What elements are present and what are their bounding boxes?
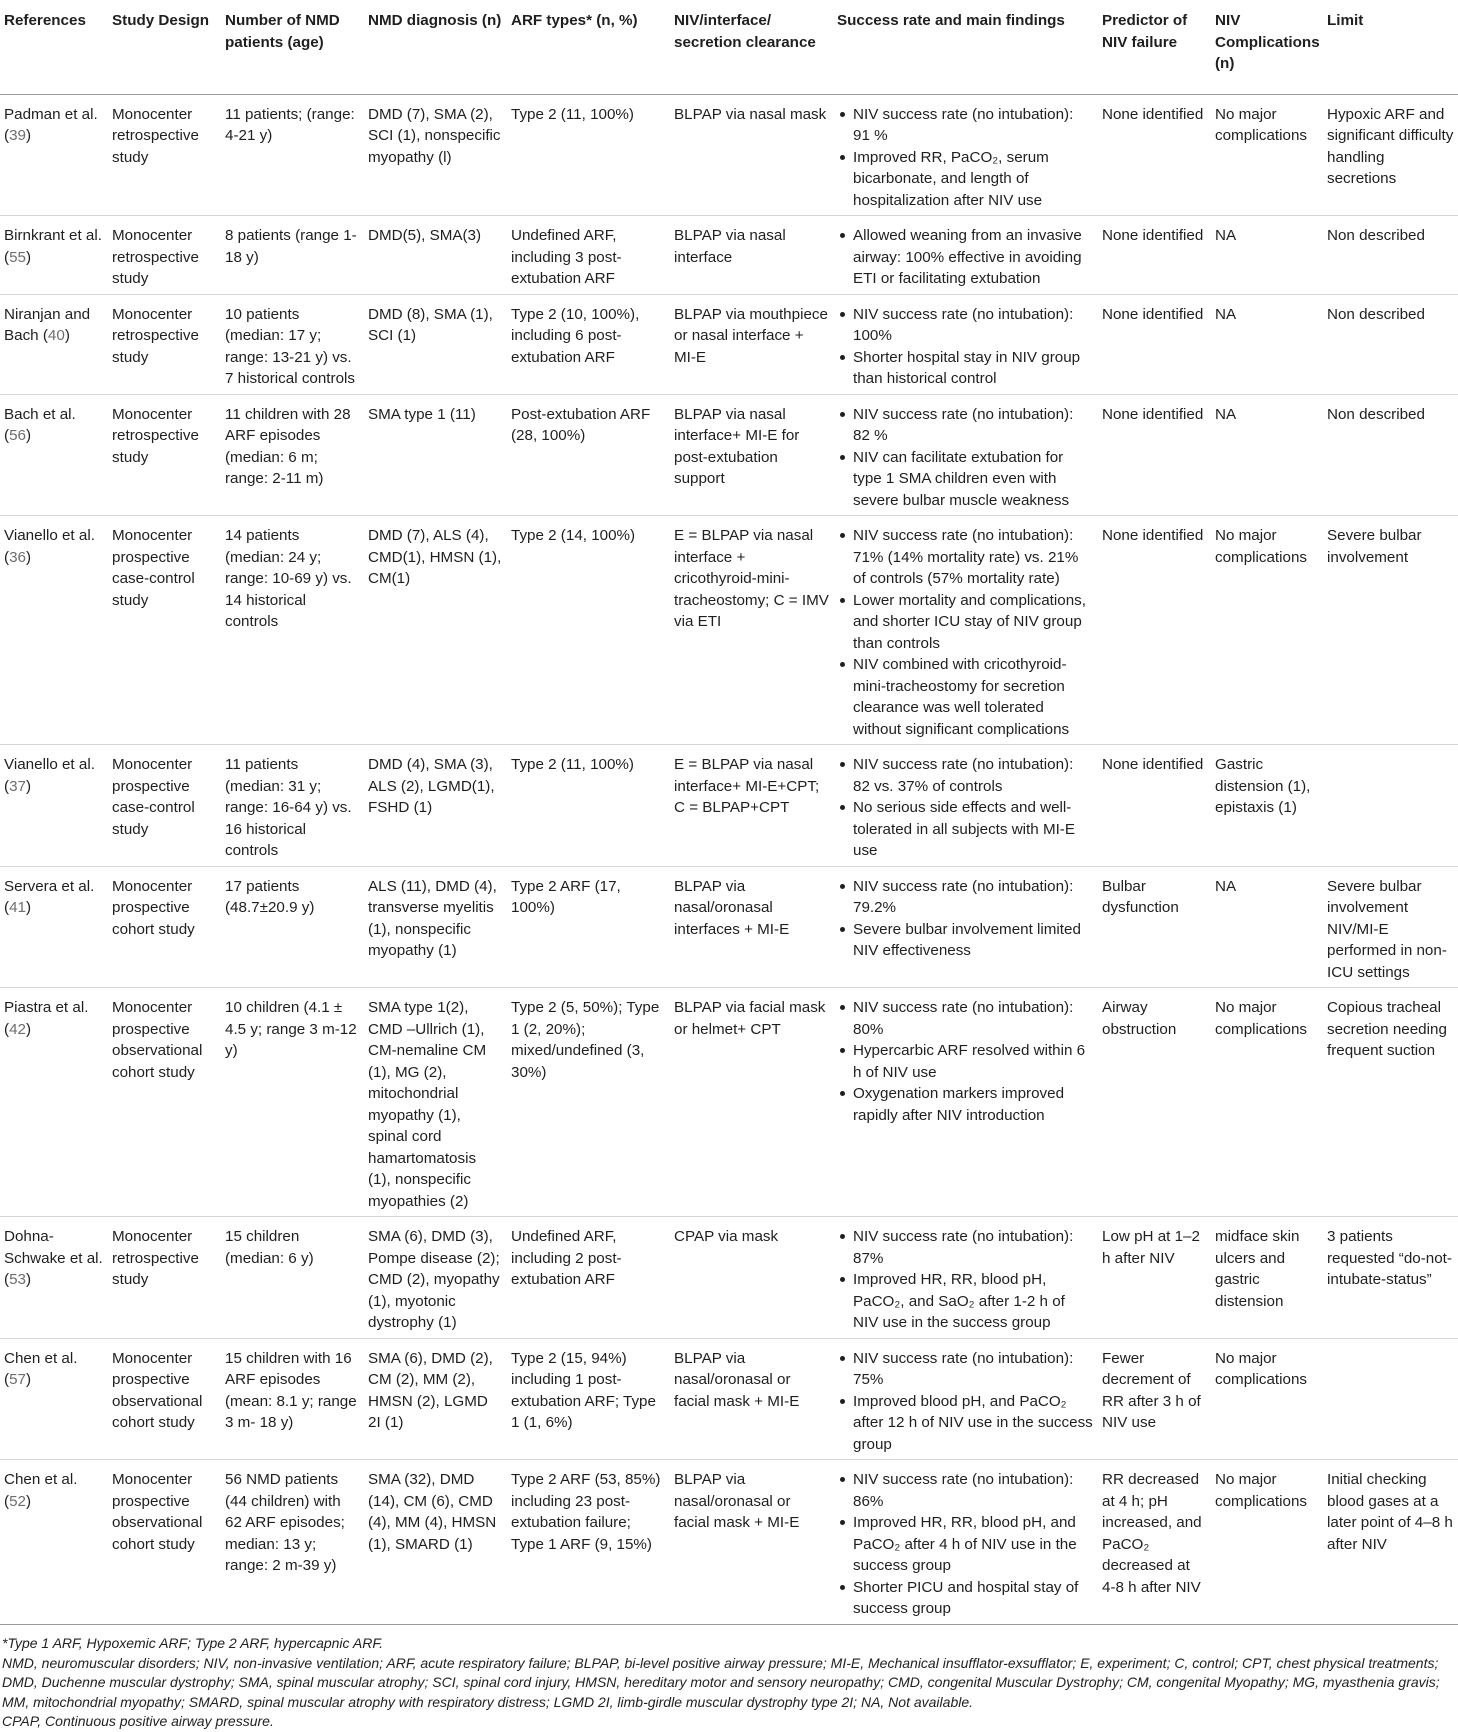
findings-list — [837, 104, 1094, 212]
findings-list — [837, 754, 1094, 862]
findings-list — [837, 1348, 1094, 1456]
findings-list — [837, 525, 1094, 740]
cell-success-findings — [833, 516, 1098, 745]
table-header-row — [0, 0, 1458, 94]
finding-item: NIV success rate (no intubation): 71% (14% mortality rate) vs. 21% of controls (57% mortality rate) — [837, 525, 1094, 590]
cell-complications: NA — [1211, 394, 1323, 516]
cell-diagnosis: SMA (32), DMD (14), CM (6), CMD (4), MM (4), HMSN (1), SMARD (1) — [364, 1460, 507, 1625]
cell-niv-interface: BLPAP via nasal/oronasal or facial mask + MI-E — [670, 1460, 833, 1625]
reference-author: Vianello et al. — [4, 527, 95, 544]
cell-limit: Severe bulbar involvement NIV/MI-E performed in non-ICU settings — [1323, 866, 1458, 988]
finding-item: Improved RR, PaCO₂, serum bicarbonate, and length of hospitalization after NIV use — [837, 147, 1094, 212]
table-row — [0, 94, 1458, 216]
cell-diagnosis: DMD(5), SMA(3) — [364, 216, 507, 295]
cell-arf-types: Type 2 ARF (17, 100%) — [507, 866, 670, 988]
finding-item: NIV success rate (no intubation): 75% — [837, 1348, 1094, 1391]
cell-diagnosis: SMA type 1(2), CMD –Ullrich (1), CM-nemaline CM (1), MG (2), mitochondrial myopathy (1), spinal cord hamartomatosis (1), nonspecific myopathies (2) — [364, 988, 507, 1217]
cell-niv-interface: BLPAP via facial mask or helmet+ CPT — [670, 988, 833, 1217]
cell-limit: Initial checking blood gases at a later point of 4–8 h after NIV — [1323, 1460, 1458, 1625]
reference-author: Birnkrant et al. — [4, 227, 102, 244]
reference-author: Vianello et al. — [4, 756, 95, 773]
cell-reference: Bach et al. (56) — [0, 394, 108, 516]
cell-predictor: Airway obstruction — [1098, 988, 1211, 1217]
finding-item: NIV success rate (no intubation): 87% — [837, 1226, 1094, 1269]
cell-patients: 15 children (median: 6 y) — [221, 1217, 364, 1339]
cell-study-design: Monocenter retrospective study — [108, 216, 221, 295]
cell-success-findings — [833, 394, 1098, 516]
footnote-cpap: CPAP, Continuous positive airway pressure. — [2, 1713, 274, 1729]
finding-item: Improved blood pH, and PaCO₂ after 12 h of NIV use in the success group — [837, 1391, 1094, 1456]
col-header-patients: Number of NMD patients (age) — [221, 0, 364, 94]
col-header-niv-interface: NIV/interface/ secretion clearance — [670, 0, 833, 94]
col-header-diagnosis: NMD diagnosis (n) — [364, 0, 507, 94]
table-row — [0, 1217, 1458, 1339]
col-header-predictor: Predictor of NIV failure — [1098, 0, 1211, 94]
finding-item: Improved HR, RR, blood pH, and PaCO₂ after 4 h of NIV use in the success group — [837, 1512, 1094, 1577]
reference-number-link[interactable]: 41 — [9, 899, 26, 916]
finding-item: Lower mortality and complications, and shorter ICU stay of NIV group than controls — [837, 590, 1094, 655]
col-header-arf-types: ARF types* (n, %) — [507, 0, 670, 94]
table-row — [0, 745, 1458, 867]
finding-item: NIV success rate (no intubation): 100% — [837, 304, 1094, 347]
finding-item: NIV success rate (no intubation): 86% — [837, 1469, 1094, 1512]
cell-patients: 10 children (4.1 ± 4.5 y; range 3 m-12 y) — [221, 988, 364, 1217]
cell-diagnosis: SMA (6), DMD (3), Pompe disease (2); CMD (2), myopathy (1), myotonic dystrophy (1) — [364, 1217, 507, 1339]
finding-item: NIV success rate (no intubation): 82 % — [837, 404, 1094, 447]
cell-study-design: Monocenter prospective observational cohort study — [108, 1338, 221, 1460]
cell-patients: 11 patients (median: 31 y; range: 16-64 y) vs. 16 historical controls — [221, 745, 364, 867]
findings-list — [837, 304, 1094, 390]
cell-study-design: Monocenter retrospective study — [108, 1217, 221, 1339]
cell-arf-types: Type 2 (11, 100%) — [507, 94, 670, 216]
cell-limit: Severe bulbar involvement — [1323, 516, 1458, 745]
col-header-success-findings: Success rate and main findings — [833, 0, 1098, 94]
cell-predictor: None identified — [1098, 745, 1211, 867]
cell-complications: No major complications — [1211, 516, 1323, 745]
cell-predictor: None identified — [1098, 94, 1211, 216]
cell-study-design: Monocenter retrospective study — [108, 394, 221, 516]
finding-item: Severe bulbar involvement limited NIV effectiveness — [837, 919, 1094, 962]
reference-number-link[interactable]: 52 — [9, 1492, 26, 1510]
cell-study-design: Monocenter prospective observational cohort study — [108, 988, 221, 1217]
finding-item: Allowed weaning from an invasive airway: 100% effective in avoiding ETI or facilitating extubation — [837, 225, 1094, 290]
cell-study-design: Monocenter prospective case-control study — [108, 516, 221, 745]
finding-item: Hypercarbic ARF resolved within 6 h of NIV use — [837, 1040, 1094, 1083]
cell-complications: NA — [1211, 294, 1323, 394]
cell-reference: Piastra et al. (42) — [0, 988, 108, 1217]
cell-arf-types: Type 2 (5, 50%); Type 1 (2, 20%); mixed/undefined (3, 30%) — [507, 988, 670, 1217]
cell-reference: Vianello et al. (36) — [0, 516, 108, 745]
cell-patients: 17 patients (48.7±20.9 y) — [221, 866, 364, 988]
finding-item: NIV success rate (no intubation): 91 % — [837, 104, 1094, 147]
table-row — [0, 216, 1458, 295]
reference-number-link[interactable]: 56 — [9, 427, 26, 444]
cell-predictor: Low pH at 1–2 h after NIV — [1098, 1217, 1211, 1339]
finding-item: NIV success rate (no intubation): 80% — [837, 997, 1094, 1040]
cell-patients: 56 NMD patients (44 children) with 62 ARF episodes; median: 13 y; range: 2 m-39 y) — [221, 1460, 364, 1625]
findings-list — [837, 404, 1094, 512]
cell-predictor: None identified — [1098, 516, 1211, 745]
cell-patients: 11 children with 28 ARF episodes (median: 6 m; range: 2-11 m) — [221, 394, 364, 516]
cell-reference: Servera et al. (41) — [0, 866, 108, 988]
reference-author: Bach et al. — [4, 405, 76, 423]
finding-item: NIV combined with cricothyroid-mini-tracheostomy for secretion clearance was well tolerated without significant complications — [837, 654, 1094, 740]
cell-predictor: RR decreased at 4 h; pH increased, and PaCO₂ decreased at 4-8 h after NIV — [1098, 1460, 1211, 1625]
cell-diagnosis: DMD (7), ALS (4), CMD(1), HMSN (1), CM(1) — [364, 516, 507, 745]
cell-complications: Gastric distension (1), epistaxis (1) — [1211, 745, 1323, 867]
table-footnotes — [2, 1634, 1452, 1732]
cell-patients: 15 children with 16 ARF episodes (mean: 8.1 y; range 3 m- 18 y) — [221, 1338, 364, 1460]
cell-complications: No major complications — [1211, 988, 1323, 1217]
col-header-complications: NIV Complications (n) — [1211, 0, 1323, 94]
cell-complications: NA — [1211, 216, 1323, 295]
cell-study-design: Monocenter prospective observational cohort study — [108, 1460, 221, 1625]
reference-author: Chen et al. — [4, 1349, 78, 1367]
cell-predictor: None identified — [1098, 294, 1211, 394]
cell-arf-types: Undefined ARF, including 2 post-extubation ARF — [507, 1217, 670, 1339]
reference-number-link[interactable]: 36 — [9, 548, 26, 566]
cell-limit — [1323, 745, 1458, 867]
cell-patients: 11 patients; (range: 4-21 y) — [221, 94, 364, 216]
col-header-limit: Limit — [1323, 0, 1458, 94]
table-row — [0, 1460, 1458, 1625]
finding-item: NIV can facilitate extubation for type 1 SMA children even with severe bulbar muscle weakness — [837, 447, 1094, 512]
finding-item: NIV success rate (no intubation): 82 vs. 37% of controls — [837, 754, 1094, 797]
cell-diagnosis: SMA (6), DMD (2), CM (2), MM (2), HMSN (2), LGMD 2I (1) — [364, 1338, 507, 1460]
cell-success-findings — [833, 94, 1098, 216]
table-row — [0, 988, 1458, 1217]
reference-author: Dohna-Schwake et al. — [4, 1228, 103, 1267]
reference-number-link[interactable]: 55 — [9, 248, 26, 266]
cell-reference: Padman et al. (39) — [0, 94, 108, 216]
cell-niv-interface: E = BLPAP via nasal interface + cricothyroid-mini-tracheostomy; C = IMV via ETI — [670, 516, 833, 745]
cell-reference: Chen et al. (52) — [0, 1460, 108, 1625]
reference-number-link[interactable]: 57 — [9, 1371, 26, 1388]
cell-predictor: None identified — [1098, 216, 1211, 295]
cell-success-findings — [833, 866, 1098, 988]
cell-arf-types: Post-extubation ARF (28, 100%) — [507, 394, 670, 516]
cell-patients: 10 patients (median: 17 y; range: 13-21 y) vs. 7 historical controls — [221, 294, 364, 394]
finding-item: NIV success rate (no intubation): 79.2% — [837, 876, 1094, 919]
cell-diagnosis: DMD (7), SMA (2), SCI (1), nonspecific myopathy (l) — [364, 94, 507, 216]
cell-success-findings — [833, 1217, 1098, 1339]
cell-reference: Dohna-Schwake et al. (53) — [0, 1217, 108, 1339]
cell-success-findings — [833, 1338, 1098, 1460]
table-row — [0, 394, 1458, 516]
cell-patients: 14 patients (median: 24 y; range: 10-69 y) vs. 14 historical controls — [221, 516, 364, 745]
cell-study-design: Monocenter prospective cohort study — [108, 866, 221, 988]
cell-success-findings — [833, 745, 1098, 867]
table-row — [0, 1338, 1458, 1460]
cell-arf-types: Type 2 (15, 94%) including 1 post-extubation ARF; Type 1 (1, 6%) — [507, 1338, 670, 1460]
findings-list — [837, 876, 1094, 962]
findings-list — [837, 997, 1094, 1126]
cell-study-design: Monocenter retrospective study — [108, 94, 221, 216]
cell-niv-interface: BLPAP via nasal interface — [670, 216, 833, 295]
cell-niv-interface: BLPAP via nasal/oronasal interfaces + MI-E — [670, 866, 833, 988]
cell-reference: Niranjan and Bach (40) — [0, 294, 108, 394]
cell-diagnosis: ALS (11), DMD (4), transverse myelitis (1), nonspecific myopathy (1) — [364, 866, 507, 988]
cell-complications: No major complications — [1211, 94, 1323, 216]
cell-diagnosis: DMD (8), SMA (1), SCI (1) — [364, 294, 507, 394]
reference-author: Servera et al. — [4, 877, 95, 895]
cell-limit: Copious tracheal secretion needing frequent suction — [1323, 988, 1458, 1217]
cell-arf-types: Type 2 (10, 100%), including 6 post-extubation ARF — [507, 294, 670, 394]
footnote-abbreviations: NMD, neuromuscular disorders; NIV, non-invasive ventilation; ARF, acute respiratory failure; BLPAP, bi-level positive airway pressure; MI-E, Mechanical insufflator-exsufflator; E, experiment; C, control; CPT, chest physical treatments; DMD, Duchenne muscular dystrophy; SMA, spinal muscular atrophy; SCI, spinal cord injury, HMSN, hereditary motor and sensory neuropathy; CMD, congenital Muscular Dystrophy; CM, congenital Myopathy; MG, myasthenia gravis; MM, mitochondrial myopathy; SMARD, spinal muscular atrophy with respiratory distress; LGMD 2I, limb-girdle muscular dystrophy type 2I; NA, Not available. — [2, 1654, 1440, 1710]
cell-arf-types: Undefined ARF, including 3 post-extubation ARF — [507, 216, 670, 295]
cell-limit: Hypoxic ARF and significant difficulty handling secretions — [1323, 94, 1458, 216]
findings-list — [837, 1469, 1094, 1620]
table-body — [0, 94, 1458, 1624]
cell-predictor: Fewer decrement of RR after 3 h of NIV use — [1098, 1338, 1211, 1460]
cell-reference: Vianello et al. (37) — [0, 745, 108, 867]
reference-author: Piastra et al. — [4, 999, 89, 1016]
cell-success-findings — [833, 294, 1098, 394]
cell-arf-types: Type 2 ARF (53, 85%) including 23 post-extubation failure; Type 1 ARF (9, 15%) — [507, 1460, 670, 1625]
cell-arf-types: Type 2 (14, 100%) — [507, 516, 670, 745]
findings-list — [837, 1226, 1094, 1334]
reference-number-link[interactable]: 42 — [9, 1020, 26, 1038]
cell-limit: 3 patients requested “do-not-intubate-status” — [1323, 1217, 1458, 1339]
cell-niv-interface: BLPAP via mouthpiece or nasal interface + MI-E — [670, 294, 833, 394]
cell-niv-interface: BLPAP via nasal/oronasal or facial mask + MI-E — [670, 1338, 833, 1460]
reference-author: Chen et al. — [4, 1471, 78, 1488]
cell-limit: Non described — [1323, 294, 1458, 394]
finding-item: Shorter hospital stay in NIV group than historical control — [837, 347, 1094, 390]
cell-niv-interface: BLPAP via nasal mask — [670, 94, 833, 216]
finding-item: Improved HR, RR, blood pH, PaCO₂, and SaO₂ after 1-2 h of NIV use in the success group — [837, 1269, 1094, 1334]
col-header-references: References — [0, 0, 108, 94]
footnote-arf-types: *Type 1 ARF, Hypoxemic ARF; Type 2 ARF, hypercapnic ARF. — [2, 1635, 383, 1651]
reference-number-link[interactable]: 39 — [9, 127, 26, 144]
reference-author: Niranjan and Bach — [4, 305, 91, 344]
table-row — [0, 516, 1458, 745]
cell-complications: midface skin ulcers and gastric distension — [1211, 1217, 1323, 1339]
cell-limit: Non described — [1323, 216, 1458, 295]
cell-study-design: Monocenter retrospective study — [108, 294, 221, 394]
cell-complications: No major complications — [1211, 1338, 1323, 1460]
cell-patients: 8 patients (range 1-18 y) — [221, 216, 364, 295]
cell-success-findings — [833, 216, 1098, 295]
cell-diagnosis: DMD (4), SMA (3), ALS (2), LGMD(1), FSHD (1) — [364, 745, 507, 867]
cell-diagnosis: SMA type 1 (11) — [364, 394, 507, 516]
cell-niv-interface: E = BLPAP via nasal interface+ MI-E+CPT; C = BLPAP+CPT — [670, 745, 833, 867]
cell-limit: Non described — [1323, 394, 1458, 516]
cell-success-findings — [833, 988, 1098, 1217]
table-row — [0, 866, 1458, 988]
cell-complications: No major complications — [1211, 1460, 1323, 1625]
finding-item: Oxygenation markers improved rapidly after NIV introduction — [837, 1083, 1094, 1126]
col-header-study-design: Study Design — [108, 0, 221, 94]
cell-limit — [1323, 1338, 1458, 1460]
cell-niv-interface: CPAP via mask — [670, 1217, 833, 1339]
table-row — [0, 294, 1458, 394]
cell-success-findings — [833, 1460, 1098, 1625]
cell-arf-types: Type 2 (11, 100%) — [507, 745, 670, 867]
reference-number-link[interactable]: 37 — [9, 777, 26, 795]
reference-number-link[interactable]: 53 — [9, 1271, 26, 1288]
cell-reference: Birnkrant et al. (55) — [0, 216, 108, 295]
cell-study-design: Monocenter prospective case-control study — [108, 745, 221, 867]
cell-complications: NA — [1211, 866, 1323, 988]
reference-author: Padman et al. — [4, 105, 98, 123]
finding-item: No serious side effects and well-tolerated in all subjects with MI-E use — [837, 797, 1094, 862]
finding-item: Shorter PICU and hospital stay of success group — [837, 1577, 1094, 1620]
cell-niv-interface: BLPAP via nasal interface+ MI-E for post-extubation support — [670, 394, 833, 516]
cell-reference: Chen et al. (57) — [0, 1338, 108, 1460]
reference-number-link[interactable]: 40 — [47, 327, 65, 344]
cell-predictor: Bulbar dysfunction — [1098, 866, 1211, 988]
findings-list — [837, 225, 1094, 290]
cell-predictor: None identified — [1098, 394, 1211, 516]
